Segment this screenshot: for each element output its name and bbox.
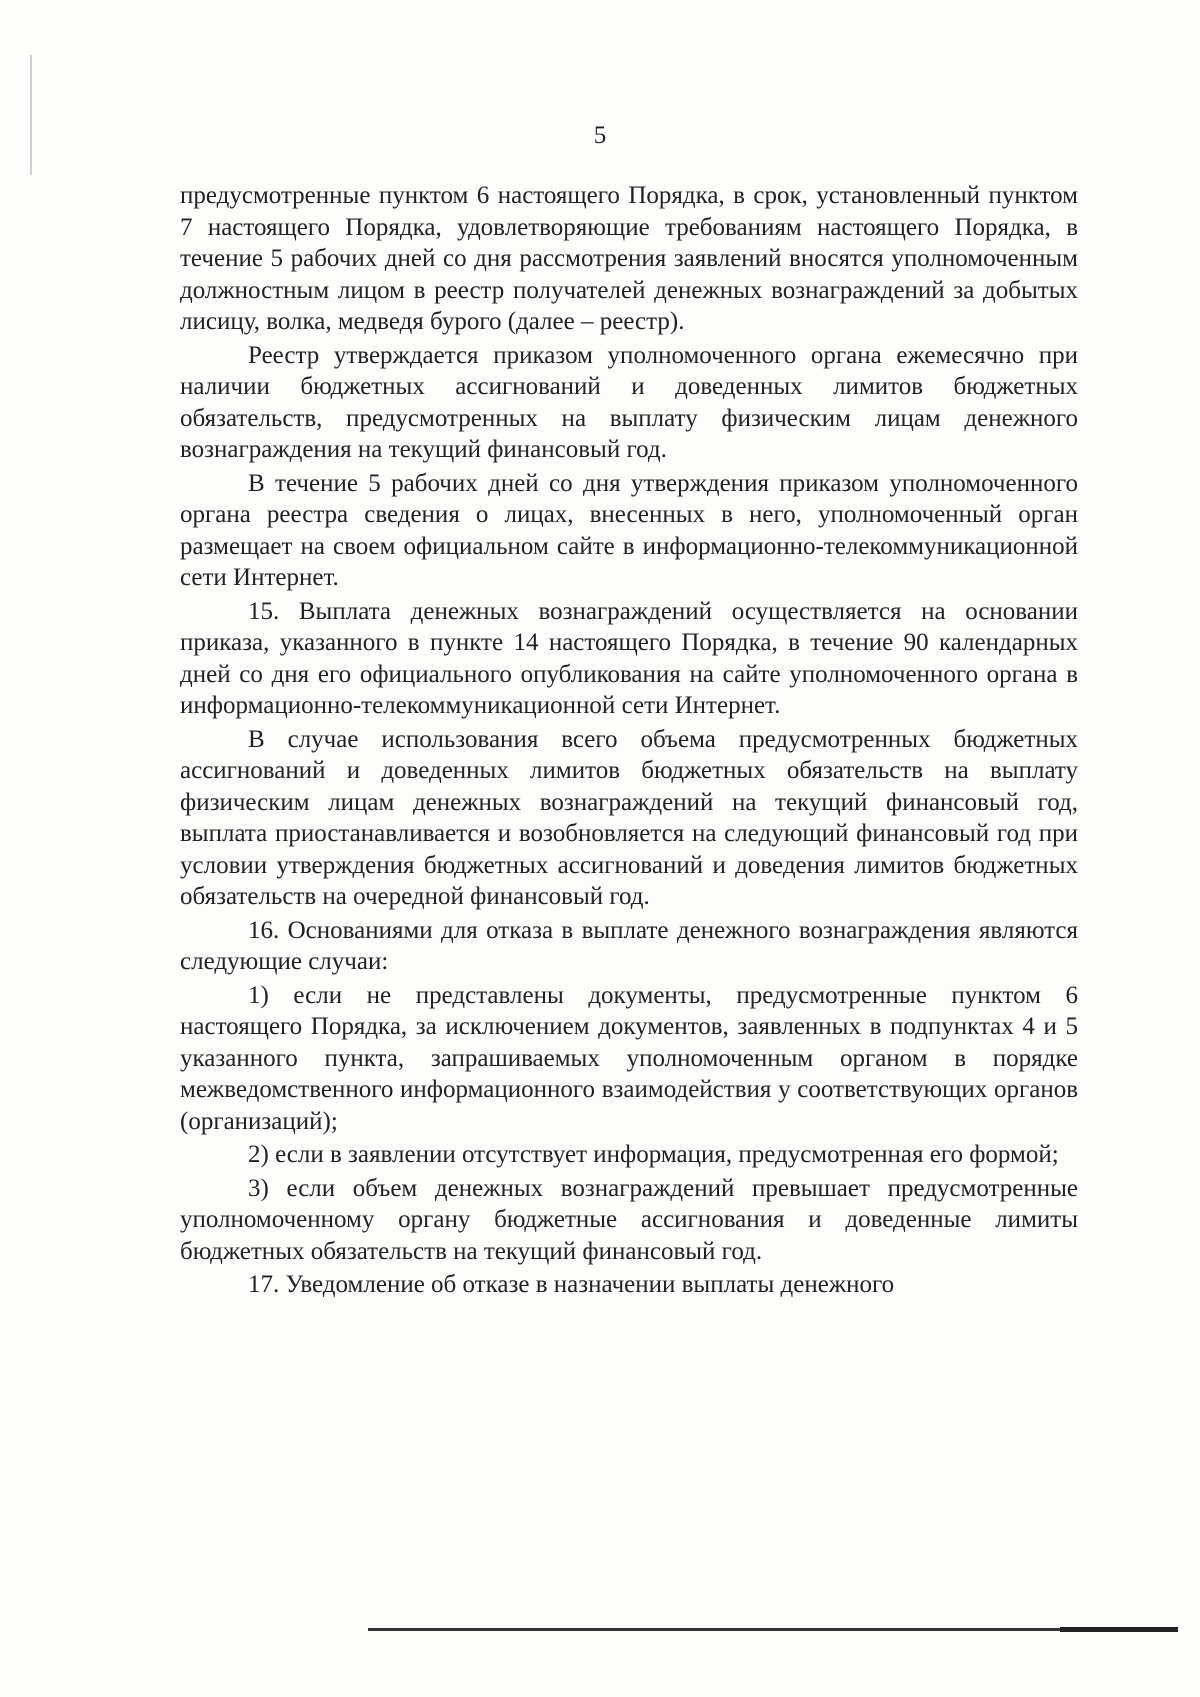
paragraph-continuation: предусмотренные пунктом 6 настоящего Порядка, в срок, установленный пунктом 7 настоящего Порядка, удовлетворяющие требованиям настоящего Порядка, в течение 5 рабочих дней со дня рассмотрения заявлений вносятся уполномоченным должностным лицом в реестр получателей денежных вознаграждений за добытых лисицу, волка, медведя бурого (далее – реестр). xyxy=(180,182,1078,335)
footer-scan-line xyxy=(368,1628,1178,1631)
list-item-1: 1) если не представлены документы, предусмотренные пунктом 6 настоящего Порядка, за исключением документов, заявленных в подпунктах 4 и 5 указанного пункта, запрашиваемых уполномоченным органом в порядке межведомственного информационного взаимодействия у соответствующих органов (организаций); xyxy=(180,981,1078,1135)
paragraph-clause-16: 16. Основаниями для отказа в выплате денежного вознаграждения являются следующие случаи: xyxy=(180,916,1078,975)
document-body xyxy=(180,180,1078,1303)
list-item-3: 3) если объем денежных вознаграждений превышает предусмотренные уполномоченному органу бюджетные ассигнования и доведенные лимиты бюджетных обязательств на текущий финансовый год. xyxy=(180,1174,1078,1265)
scan-edge-mark xyxy=(30,55,32,175)
list-item-2: 2) если в заявлении отсутствует информация, предусмотренная его формой; xyxy=(248,1141,1059,1168)
paragraph-registry-publication: В течение 5 рабочих дней со дня утверждения приказом уполномоченного органа реестра сведения о лицах, внесенных в него, уполномоченный орган размещает на своем официальном сайте в информационно-телекоммуникационной сети Интернет. xyxy=(180,469,1078,591)
page-number: 5 xyxy=(593,122,607,149)
paragraph-registry-approval: Реестр утверждается приказом уполномоченного органа ежемесячно при наличии бюджетных ассигнований и доведенных лимитов бюджетных обязательств, предусмотренных на выплату физическим лицам денежного вознаграждения на текущий финансовый год. xyxy=(180,341,1078,463)
paragraph-clause-15: 15. Выплата денежных вознаграждений осуществляется на основании приказа, указанного в пункте 14 настоящего Порядка, в течение 90 календарных дней со дня его официального опубликования на сайте уполномоченного органа в информационно-телекоммуникационной сети Интернет. xyxy=(180,597,1078,719)
paragraph-clause-17: 17. Уведомление об отказе в назначении выплаты денежного xyxy=(248,1271,895,1298)
footer-scan-line-thick xyxy=(1060,1627,1178,1632)
paragraph-budget-exhaustion: В случае использования всего объема предусмотренных бюджетных ассигнований и доведенных лимитов бюджетных обязательств на выплату физическим лицам денежных вознаграждений на текущий финансовый год, выплата приостанавливается и возобновляется на следующий финансовый год при условии утверждения бюджетных ассигнований и доведения лимитов бюджетных обязательств на очередной финансовый год. xyxy=(180,725,1078,910)
